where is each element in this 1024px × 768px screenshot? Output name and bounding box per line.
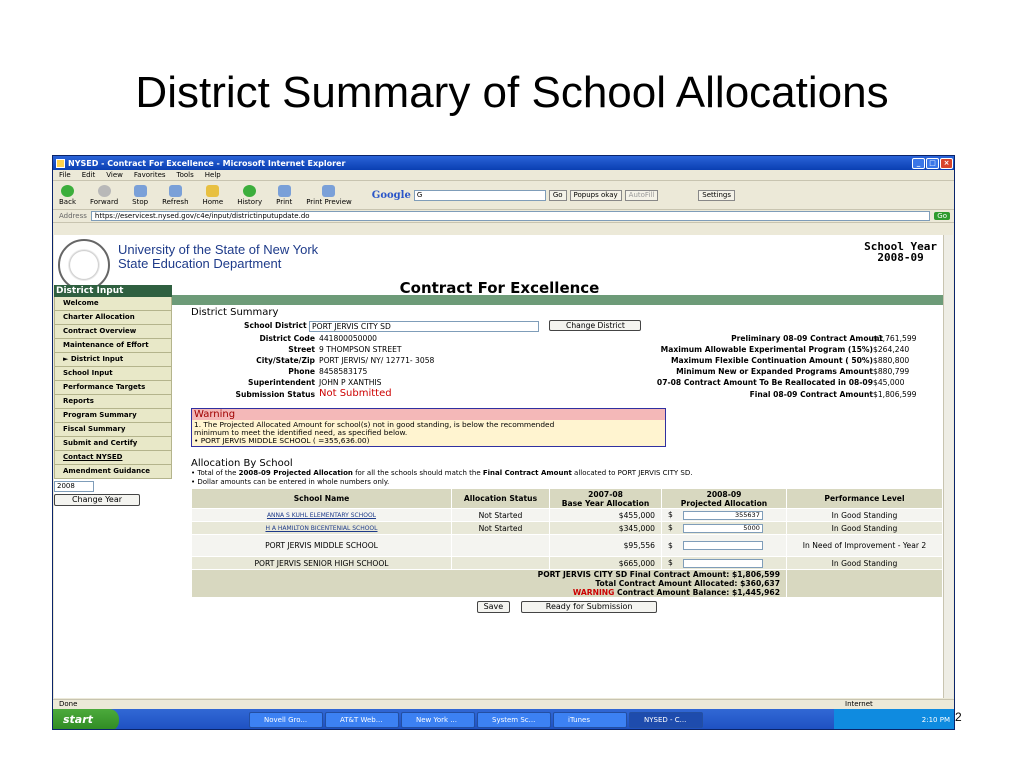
- performance-level: In Good Standing: [787, 522, 943, 535]
- ready-for-submission-button[interactable]: Ready for Submission: [521, 601, 658, 613]
- autofill-button[interactable]: AutoFill: [625, 190, 659, 201]
- history-button[interactable]: History: [237, 185, 262, 206]
- back-icon: [61, 185, 74, 197]
- history-icon: [243, 185, 256, 197]
- nav-district-input[interactable]: ► District Input: [54, 353, 172, 367]
- clock: 2:10 PM: [921, 716, 950, 724]
- menu-favorites[interactable]: Favorites: [133, 171, 166, 179]
- totals-row: [192, 570, 943, 598]
- print-preview-icon: [322, 185, 335, 197]
- taskbar: [53, 709, 955, 730]
- print-button[interactable]: Print: [276, 185, 292, 206]
- vertical-scrollbar[interactable]: [943, 235, 953, 698]
- col-base-year: 2007-08 Base Year Allocation: [550, 489, 662, 509]
- school-name: PORT JERVIS MIDDLE SCHOOL: [192, 535, 452, 557]
- slide-number: 2: [955, 710, 962, 724]
- max-exp-value: $264,240: [873, 345, 910, 354]
- nav-performance-targets[interactable]: Performance Targets: [54, 381, 172, 395]
- allocation-status: [452, 557, 550, 570]
- nav-program-summary[interactable]: Program Summary: [54, 409, 172, 423]
- page-viewport: [54, 235, 945, 698]
- task-system[interactable]: System Sc...: [477, 712, 551, 728]
- city-label-cell: City/State/Zip: [256, 356, 315, 365]
- school-link[interactable]: ANNA S KUHL ELEMENTARY SCHOOL: [192, 509, 452, 522]
- nysed-logo[interactable]: [118, 243, 318, 271]
- stop-icon: [134, 185, 147, 197]
- change-district-button[interactable]: Change District: [549, 320, 641, 331]
- window-title: NYSED - Contract For Excellence - Microsoft Internet Explorer: [68, 158, 346, 168]
- col-performance: Performance Level: [787, 489, 943, 509]
- projected-allocation-input[interactable]: 355637: [683, 511, 763, 520]
- menu-edit[interactable]: Edit: [81, 171, 96, 179]
- year-select-row: [54, 481, 172, 492]
- projected-cell: $ 355637: [662, 509, 787, 522]
- department-name: State Education Department: [118, 256, 282, 271]
- refresh-button[interactable]: Refresh: [162, 185, 188, 206]
- stop-button[interactable]: Stop: [132, 185, 148, 206]
- max-flex-label-cell: Maximum Flexible Continuation Amount ( 50%): [670, 356, 873, 365]
- prelim-value: $1,761,599: [873, 334, 917, 343]
- main-content: [191, 305, 943, 613]
- max-exp-label-cell: Maximum Allowable Experimental Program (15%): [660, 345, 873, 354]
- window-titlebar: [53, 156, 954, 170]
- task-new-york[interactable]: New York ...: [401, 712, 475, 728]
- totals-cell: [192, 570, 787, 598]
- col-projected: 2008-09 Projected Allocation: [662, 489, 787, 509]
- address-label: Address: [59, 212, 87, 220]
- nav-fiscal-summary[interactable]: Fiscal Summary: [54, 423, 172, 437]
- allocation-table: [191, 488, 943, 598]
- final-value: $1,806,599: [873, 390, 917, 399]
- table-row: [192, 557, 943, 570]
- save-button[interactable]: Save: [477, 601, 511, 613]
- final-contract-total: PORT JERVIS CITY SD Final Contract Amount: $1,806,599: [537, 570, 780, 579]
- school-year-block: [864, 241, 937, 263]
- street-label-cell: Street: [288, 345, 315, 354]
- balance-warning: WARNING: [572, 588, 615, 597]
- projected-allocation-input[interactable]: 5000: [683, 524, 763, 533]
- home-button[interactable]: Home: [203, 185, 224, 206]
- maximize-button[interactable]: □: [926, 158, 939, 169]
- contract-title: Contract For Excellence: [399, 279, 600, 297]
- google-toolbar: [372, 190, 735, 201]
- school-link[interactable]: H A HAMILTON BICENTENIAL SCHOOL: [192, 522, 452, 535]
- start-button[interactable]: start: [53, 709, 119, 730]
- allocation-status: [452, 535, 550, 557]
- nav-charter-allocation[interactable]: Charter Allocation: [54, 311, 172, 325]
- minimize-button[interactable]: _: [912, 158, 925, 169]
- menu-tools[interactable]: Tools: [176, 171, 194, 179]
- col-school-name: School Name: [192, 489, 452, 509]
- year-select[interactable]: 2008: [54, 481, 94, 492]
- warning-line-3: • PORT JERVIS MIDDLE SCHOOL ( =355,636.00): [194, 436, 370, 445]
- status-bar: [53, 699, 955, 709]
- address-go-button[interactable]: Go: [934, 212, 950, 220]
- performance-level: In Good Standing: [787, 557, 943, 570]
- table-row: [192, 535, 943, 557]
- ie-icon: [56, 159, 65, 168]
- allocation-heading: Allocation By School: [191, 458, 293, 469]
- prelim-label-cell: Preliminary 08-09 Contract Amount: [731, 334, 883, 343]
- performance-level: In Need of Improvement - Year 2: [787, 535, 943, 557]
- school-district-select[interactable]: PORT JERVIS CITY SD: [309, 321, 539, 332]
- address-bar: [53, 210, 954, 223]
- menu-help[interactable]: Help: [204, 171, 221, 179]
- browser-toolbar: [53, 181, 954, 210]
- nav-maintenance-of-effort[interactable]: Maintenance of Effort: [54, 339, 172, 353]
- print-preview-button[interactable]: Print Preview: [306, 185, 352, 206]
- nav-title: District Input: [54, 285, 172, 297]
- nav-school-input[interactable]: School Input: [54, 367, 172, 381]
- nav-reports[interactable]: Reports: [54, 395, 172, 409]
- form-actions: [191, 601, 943, 613]
- address-input[interactable]: https://eservicest.nysed.gov/c4e/input/districtinputupdate.do: [91, 211, 930, 221]
- forward-icon: [98, 185, 111, 197]
- superintendent-label-cell: Superintendent: [247, 378, 315, 387]
- max-flex-value: $880,800: [873, 356, 910, 365]
- popups-okay-button[interactable]: Popups okay: [570, 190, 622, 201]
- nav-submit-and-certify[interactable]: Submit and Certify: [54, 437, 172, 451]
- forward-button[interactable]: Forward: [90, 185, 118, 206]
- task-novell[interactable]: Novell Gro...: [249, 712, 323, 728]
- warning-title: Warning: [192, 409, 665, 420]
- submission-label-cell: Submission Status: [235, 390, 315, 399]
- warning-line-2: minimum to meet the identified need, as specified below.: [194, 428, 408, 437]
- allocation-note-2: • Dollar amounts can be entered in whole numbers only.: [191, 478, 390, 486]
- balance-line: WARNING Contract Amount Balance: $1,445,962: [572, 588, 780, 597]
- nav-amendment-guidance[interactable]: Amendment Guidance: [54, 465, 172, 479]
- min-new-value: $880,799: [873, 367, 910, 376]
- school-year-value: 2008-09: [877, 251, 924, 264]
- close-button[interactable]: ×: [940, 158, 953, 169]
- home-icon: [206, 185, 219, 197]
- task-att[interactable]: AT&T Web...: [325, 712, 399, 728]
- task-nysed[interactable]: NYSED - C...: [629, 712, 703, 728]
- projected-allocation-input[interactable]: [683, 541, 763, 550]
- base-allocation: $455,000: [550, 509, 662, 522]
- totals-empty-cell: [787, 570, 943, 598]
- performance-level: In Good Standing: [787, 509, 943, 522]
- realloc-value: $45,000: [873, 378, 905, 387]
- allocation-status: Not Started: [452, 509, 550, 522]
- print-icon: [278, 185, 291, 197]
- internet-zone: Internet: [845, 700, 873, 708]
- warning-line-1: 1. The Projected Allocated Amount for school(s) not in good standing, is below the recommended: [194, 420, 555, 429]
- final-label-cell: Final 08-09 Contract Amount: [749, 390, 873, 399]
- status-text: Done: [59, 700, 78, 708]
- warning-body: [192, 420, 665, 446]
- nav-contract-overview[interactable]: Contract Overview: [54, 325, 172, 339]
- change-year-button[interactable]: Change Year: [54, 494, 140, 506]
- district-summary-heading: District Summary: [191, 307, 279, 318]
- projected-allocation-input[interactable]: [683, 559, 763, 568]
- base-allocation: $95,556: [550, 535, 662, 557]
- street-value: 9 THOMPSON STREET: [319, 345, 402, 354]
- settings-button[interactable]: Settings: [698, 190, 735, 201]
- realloc-label-cell: 07-08 Contract Amount To Be Reallocated in 08-09: [656, 378, 873, 387]
- menu-view[interactable]: View: [106, 171, 123, 179]
- back-button[interactable]: Back: [59, 185, 76, 206]
- min-new-label-cell: Minimum New or Expanded Programs Amount: [676, 367, 873, 376]
- projected-cell: $: [662, 557, 787, 570]
- allocation-status: Not Started: [452, 522, 550, 535]
- submission-status: Not Submitted: [319, 388, 392, 399]
- google-go-button[interactable]: Go: [549, 190, 567, 201]
- menu-file[interactable]: File: [59, 171, 71, 179]
- school-year-label: School Year: [864, 240, 937, 253]
- page-header: [54, 235, 945, 295]
- table-row: [192, 522, 943, 535]
- refresh-icon: [169, 185, 182, 197]
- base-allocation: $665,000: [550, 557, 662, 570]
- school-name: PORT JERVIS SENIOR HIGH SCHOOL: [192, 557, 452, 570]
- superintendent-value: JOHN P XANTHIS: [319, 378, 382, 387]
- district-code-label-cell: District Code: [259, 334, 315, 343]
- school-district-row: [244, 320, 641, 332]
- browser-window: [52, 155, 955, 730]
- district-summary: [191, 318, 943, 406]
- projected-cell: $: [662, 535, 787, 557]
- base-allocation: $345,000: [550, 522, 662, 535]
- school-district-label: School District: [244, 321, 307, 330]
- city-value: PORT JERVIS/ NY/ 12771- 3058: [319, 356, 435, 365]
- nav-welcome[interactable]: Welcome: [54, 297, 172, 311]
- nav-contact-nysed[interactable]: Contact NYSED: [54, 451, 172, 465]
- left-nav: [54, 286, 172, 506]
- col-allocation-status: Allocation Status: [452, 489, 550, 509]
- university-name: University of the State of New York: [118, 242, 319, 257]
- google-search-input[interactable]: G: [414, 190, 546, 201]
- task-itunes[interactable]: iTunes: [553, 712, 627, 728]
- allocation-note-1: • Total of the 2008-09 Projected Allocation for all the schools should match the Final Contract Amount allocated to PORT JERVIS CITY SD.: [191, 469, 693, 477]
- district-code-value: 441800050000: [319, 334, 377, 343]
- table-row: [192, 509, 943, 522]
- phone-label-cell: Phone: [288, 367, 315, 376]
- slide-title: District Summary of School Allocations: [135, 68, 889, 117]
- menubar: [53, 170, 954, 181]
- system-tray: [834, 709, 955, 730]
- warning-box: [191, 408, 666, 447]
- projected-cell: $ 5000: [662, 522, 787, 535]
- google-logo: Google: [371, 189, 411, 201]
- allocation-header-row: [192, 489, 943, 509]
- total-allocated: Total Contract Amount Allocated: $360,637: [595, 579, 780, 588]
- phone-value: 8458583175: [319, 367, 368, 376]
